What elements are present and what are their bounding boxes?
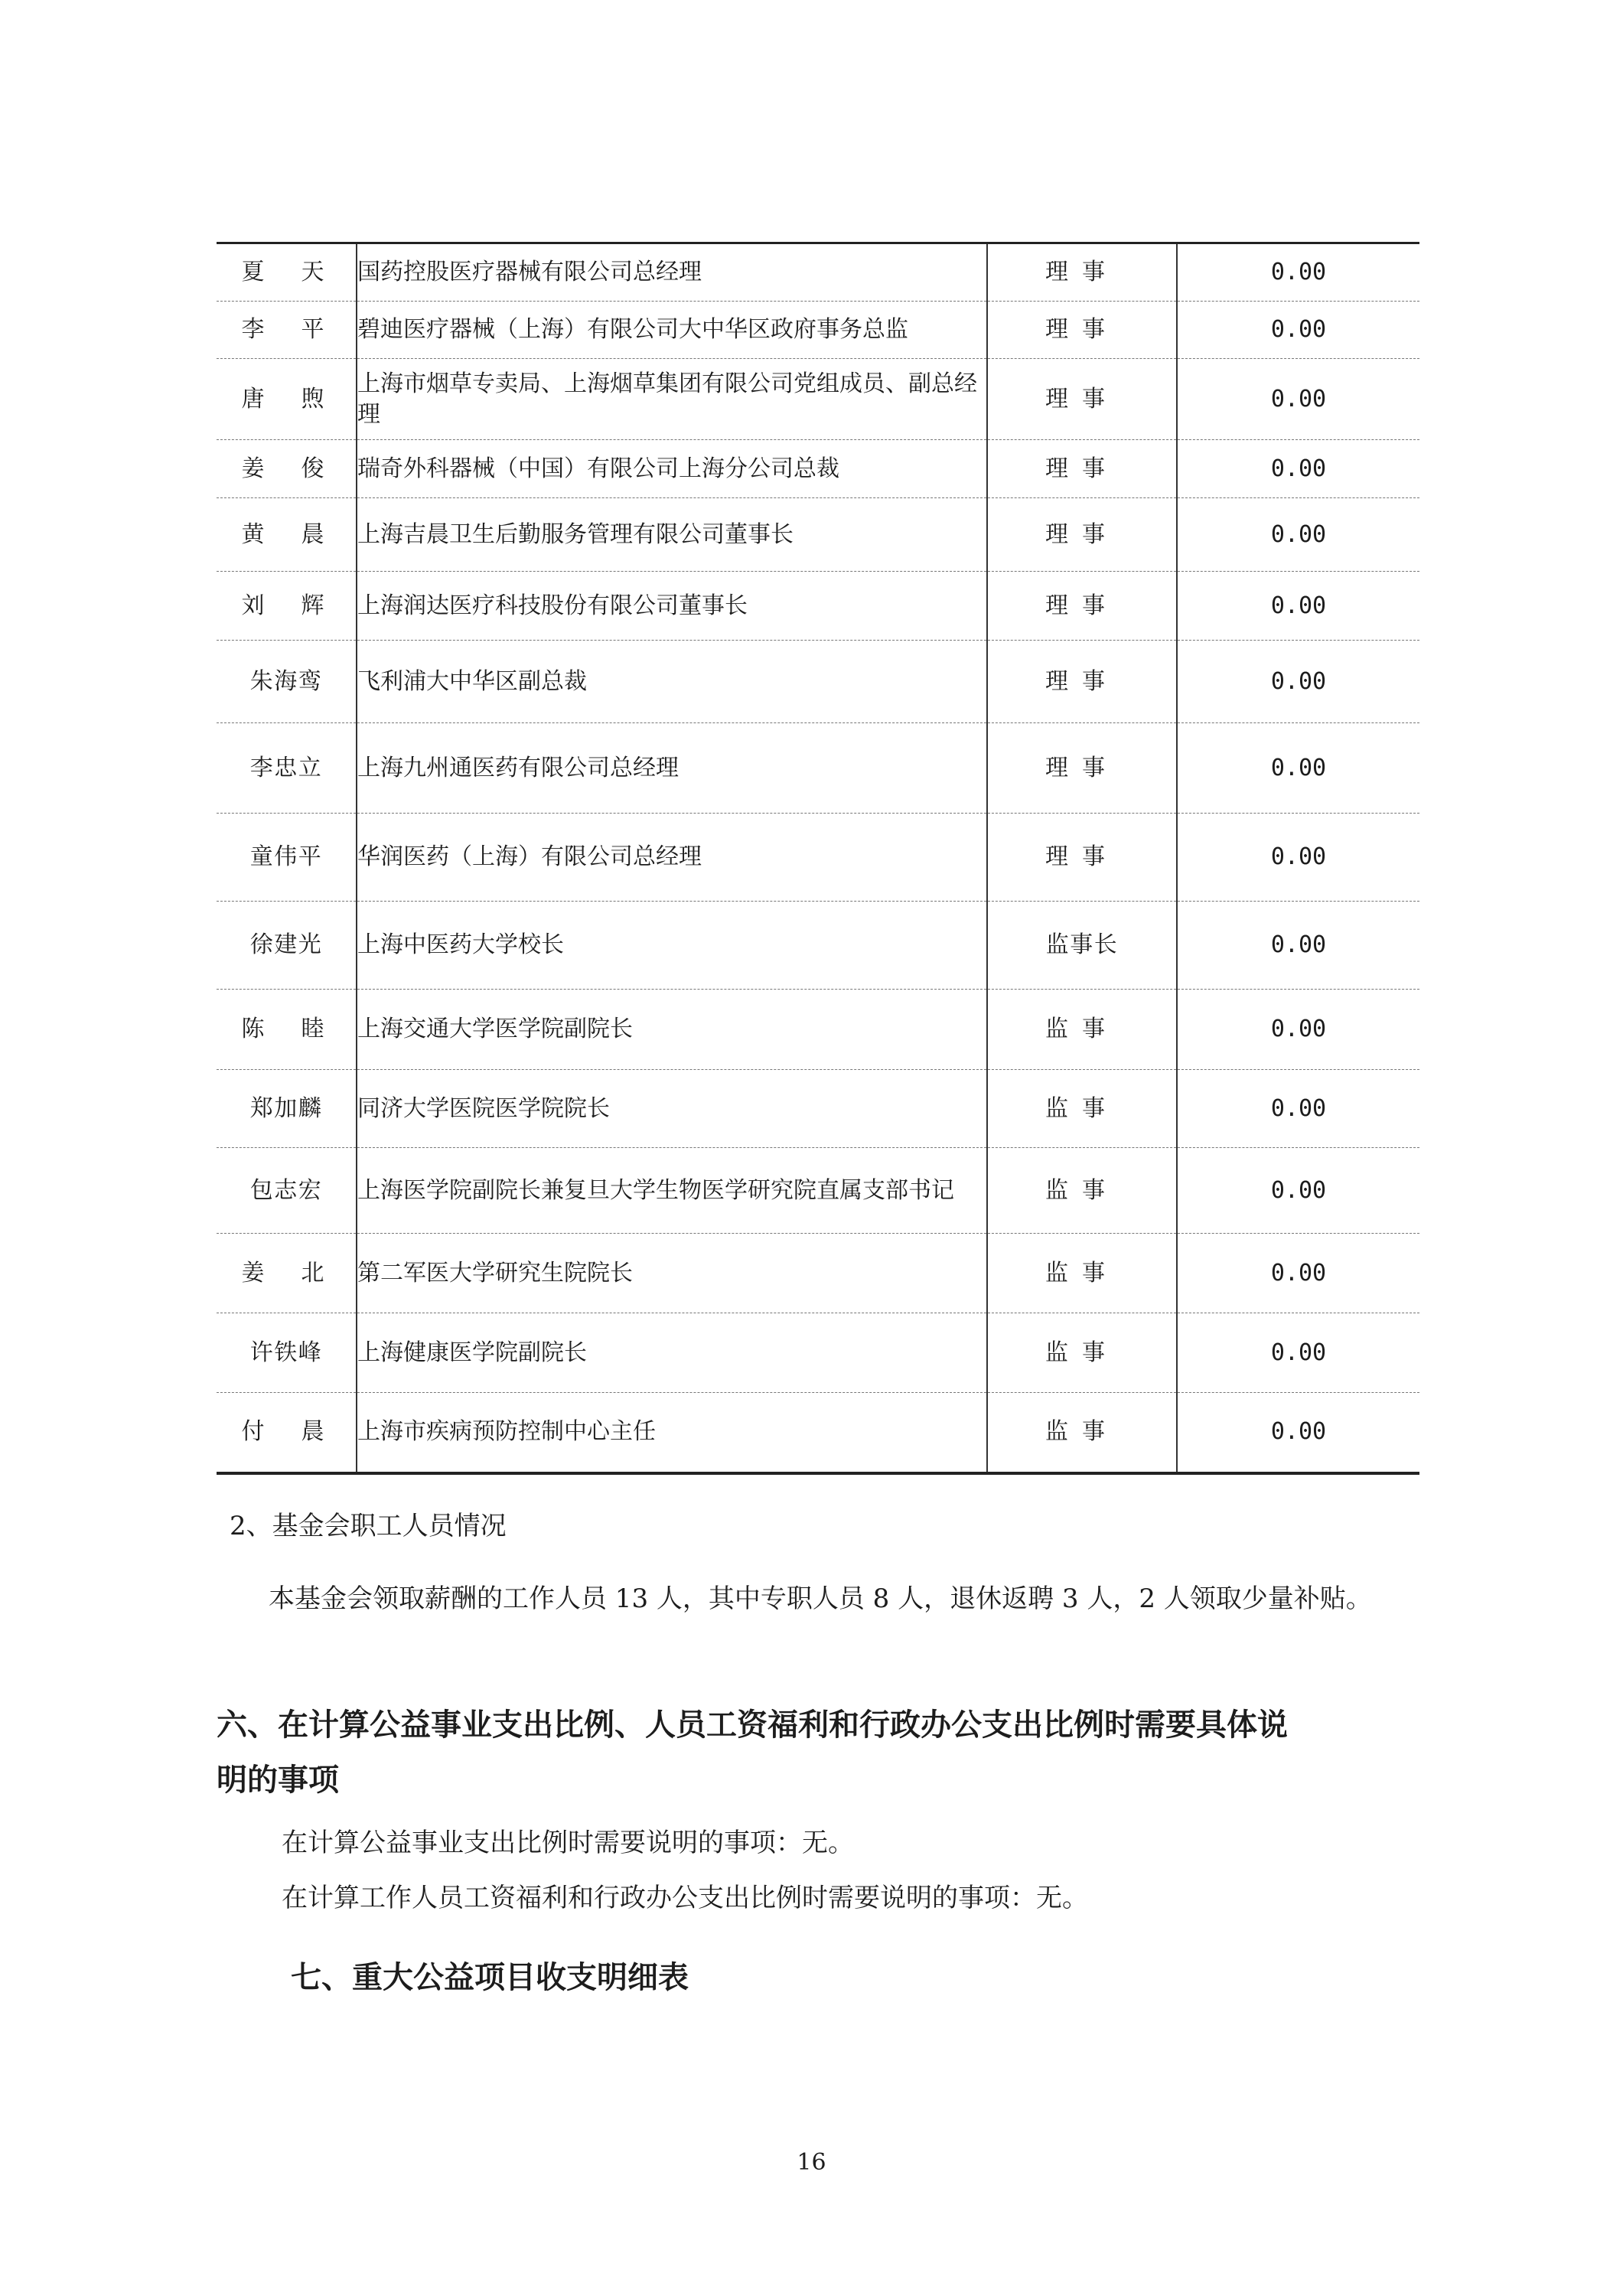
member-role: 理事: [987, 498, 1177, 572]
member-name: 包志宏: [217, 1148, 357, 1234]
member-organization: 碧迪医疗器械（上海）有限公司大中华区政府事务总监: [357, 302, 987, 359]
member-organization: 第二军医大学研究生院院长: [357, 1234, 987, 1313]
member-compensation: 0.00: [1177, 814, 1419, 902]
member-compensation: 0.00: [1177, 440, 1419, 498]
member-compensation: 0.00: [1270, 1418, 1327, 1446]
member-organization: 上海中医药大学校长: [357, 902, 987, 990]
member-name: 李忠立: [217, 723, 357, 814]
member-organization: 华润医药（上海）有限公司总经理: [357, 814, 987, 902]
member-role: 理事: [987, 723, 1177, 814]
member-organization: 飞利浦大中华区副总裁: [357, 641, 987, 723]
member-role: 监事: [987, 1313, 1177, 1393]
member-name: 姜 俊: [217, 440, 357, 498]
member-organization: 上海吉晨卫生后勤服务管理有限公司董事长: [357, 498, 987, 572]
member-name: 徐建光: [217, 902, 357, 990]
member-role: 监事长: [987, 902, 1177, 990]
table-row: [217, 1393, 1419, 1473]
member-organization: 国药控股医疗器械有限公司总经理: [357, 243, 987, 302]
member-compensation: 0.00: [1177, 1148, 1419, 1234]
table-row: [217, 814, 1419, 902]
table-row: [217, 723, 1419, 814]
member-role: 理事: [987, 440, 1177, 498]
section7-heading: 七、重大公益项目收支明细表: [291, 1959, 689, 1995]
member-name: 许铁峰: [217, 1313, 357, 1393]
member-name: 郑加麟: [217, 1070, 357, 1148]
member-name: 夏 天: [217, 243, 357, 302]
member-name: 黄 晨: [217, 498, 357, 572]
staff-heading: 2、基金会职工人员情况: [230, 1511, 507, 1541]
member-compensation: 0.00: [1177, 902, 1419, 990]
member-organization: 上海九州通医药有限公司总经理: [357, 723, 987, 814]
member-name: 唐 煦: [217, 359, 357, 440]
table-row: [217, 641, 1419, 723]
member-name: 付 晨: [217, 1393, 357, 1473]
member-compensation: 0.00: [1177, 1313, 1419, 1393]
member-compensation: 0.00: [1177, 243, 1419, 302]
table-row: [217, 440, 1419, 498]
table-row: [217, 1070, 1419, 1148]
member-organization: 上海健康医学院副院长: [357, 1313, 987, 1393]
section6-heading-line2: 明的事项: [217, 1762, 339, 1798]
table-row: [217, 572, 1419, 641]
member-organization: 上海市疾病预防控制中心主任: [357, 1393, 987, 1473]
member-compensation: 0.00: [1177, 723, 1419, 814]
table-row: [217, 1234, 1419, 1313]
member-organization: 上海市烟草专卖局、上海烟草集团有限公司党组成员、副总经理: [357, 359, 987, 440]
table-row: [217, 243, 1419, 302]
member-role: 理事: [987, 243, 1177, 302]
member-compensation: 0.00: [1177, 359, 1419, 440]
member-role: 监事: [987, 1148, 1177, 1234]
member-name: 姜 北: [217, 1234, 357, 1313]
member-compensation: 0.00: [1177, 1070, 1419, 1148]
member-name: 刘 辉: [217, 572, 357, 641]
member-name: 陈 睦: [217, 990, 357, 1070]
member-organization: 瑞奇外科器械（中国）有限公司上海分公司总裁: [357, 440, 987, 498]
table-row: [217, 359, 1419, 440]
table-row: [217, 1313, 1419, 1393]
section6-note-2: 在计算工作人员工资福利和行政办公支出比例时需要说明的事项：无。: [282, 1883, 1088, 1913]
member-name: 朱海鸾: [217, 641, 357, 723]
member-role: 监事: [987, 990, 1177, 1070]
member-compensation: 0.00: [1177, 302, 1419, 359]
member-compensation: 0.00: [1177, 990, 1419, 1070]
member-organization: 同济大学医院医学院院长: [357, 1070, 987, 1148]
section6-note-1: 在计算公益事业支出比例时需要说明的事项：无。: [282, 1828, 854, 1858]
section6-heading-line1: 六、在计算公益事业支出比例、人员工资福利和行政办公支出比例时需要具体说: [217, 1707, 1288, 1743]
member-organization: 上海润达医疗科技股份有限公司董事长: [357, 572, 987, 641]
member-compensation: 0.00: [1177, 498, 1419, 572]
member-compensation: 0.00: [1177, 572, 1419, 641]
table-row: [217, 302, 1419, 359]
table-row: [217, 990, 1419, 1070]
board-members-table: [217, 242, 1419, 1475]
member-role: 理事: [987, 641, 1177, 723]
member-name: 童伟平: [217, 814, 357, 902]
member-role: 理事: [987, 359, 1177, 440]
page-number: 16: [797, 2149, 826, 2176]
table-row: [217, 902, 1419, 990]
member-organization: 上海医学院副院长兼复旦大学生物医学研究院直属支部书记: [357, 1148, 987, 1234]
table-row: [217, 498, 1419, 572]
member-organization: 上海交通大学医学院副院长: [357, 990, 987, 1070]
member-compensation: 0.00: [1177, 1234, 1419, 1313]
table-row: [217, 1148, 1419, 1234]
member-role: 监事: [987, 1234, 1177, 1313]
member-role: 监事: [987, 1393, 1177, 1473]
member-compensation: 0.00: [1177, 641, 1419, 723]
member-name: 李 平: [217, 302, 357, 359]
member-role: 理事: [987, 302, 1177, 359]
staff-paragraph: 本基金会领取薪酬的工作人员 13 人，其中专职人员 8 人，退休返聘 3 人，2 人领取少量补贴。: [269, 1583, 1372, 1614]
member-role: 监事: [987, 1070, 1177, 1148]
member-role: 理事: [987, 814, 1177, 902]
member-role: 理事: [987, 572, 1177, 641]
